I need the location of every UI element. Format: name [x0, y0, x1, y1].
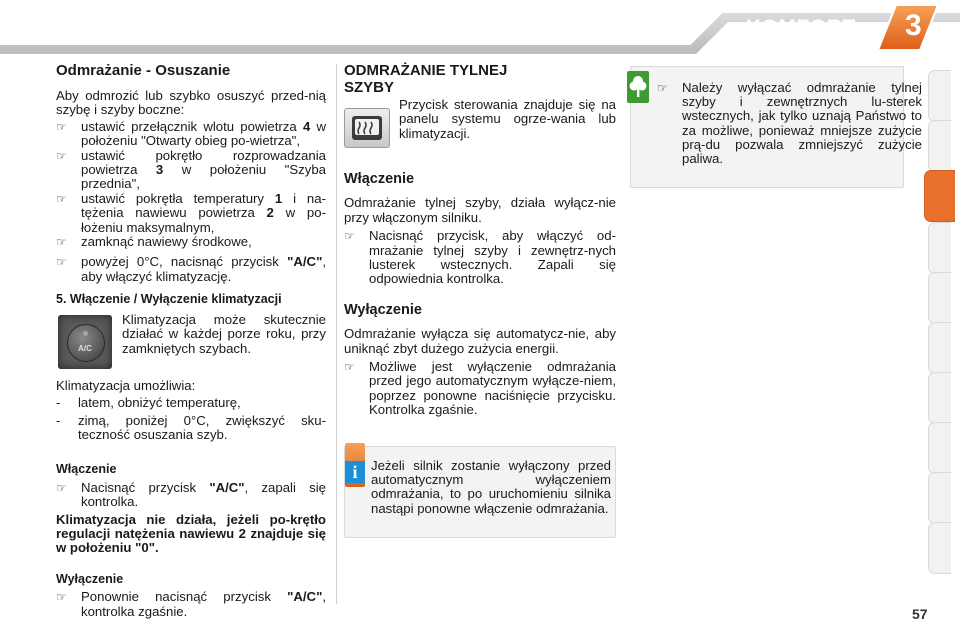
subsection-title: Wyłączenie [56, 571, 124, 586]
pointing-hand-icon: ☞ [56, 255, 67, 270]
step-item: ☞ ustawić pokrętła temperatury 1 i na-tężenia nawiewu powietrza 2 w po-łożeniu maksymalnym, [56, 190, 326, 235]
section-title: Odmrażanie - Osuszanie [56, 62, 231, 79]
step-item: ☞ ustawić przełącznik wlotu powietrza 4 w położeniu "Otwarty obieg po-wietrza", [56, 118, 326, 149]
pointing-hand-icon: ☞ [56, 148, 67, 163]
ac-allows-text: Klimatyzacja umożliwia: [56, 377, 196, 393]
body-text: Odmrażanie tylnej szyby, działa wyłącz-nie przy włączonym silniku. [344, 195, 616, 225]
instruction-item: ☞ Nacisnąć przycisk, aby włączyć od-mrażanie tylnej szyby i zewnętrz-nych lusterek wstecznych. Zapali się odpowiednia kontrolka. [344, 228, 616, 287]
page-number: 57 [912, 606, 928, 622]
rear-defrost-icon [345, 109, 389, 147]
pointing-hand-icon: ☞ [56, 235, 67, 250]
pointing-hand-icon: ☞ [344, 360, 355, 375]
indicator-light-icon [83, 331, 88, 336]
eco-text: ☞ Należy wyłączać odmrażanie tylnej szyby i zewnętrznych lu-sterek wstecznych, jak tylko uznają Państwo to za możliwe, ponieważ mniejsze zużycie prą-du pozwala zmniejszyć zużycie paliwa. [657, 80, 922, 167]
pointing-hand-icon: ☞ [56, 480, 67, 495]
pointing-hand-icon: ☞ [56, 590, 67, 605]
column-divider [336, 64, 337, 604]
button-location-text: Przycisk sterowania znajduje się na panelu systemu ogrze-wania lub klimatyzacji. [399, 97, 616, 141]
side-tab[interactable] [928, 322, 951, 374]
instruction-item: ☞ Nacisnąć przycisk "A/C", zapali się kontrolka. [56, 479, 326, 510]
instruction-item: ☞ Możliwe jest wyłączenie odmrażania przed jego automatycznym wyłącze-niem, poprzez ponowne naciśnięcie przycisku. Kontrolka zgaśnie. [344, 359, 616, 418]
side-tab[interactable] [928, 372, 951, 424]
subsection-title: Wyłączenie [344, 301, 422, 318]
side-tab[interactable] [928, 272, 951, 324]
ac-section-title: 5. Włączenie / Wyłączenie klimatyzacji [56, 292, 282, 307]
side-tab[interactable] [928, 422, 951, 474]
list-item: - latem, obniżyć temperaturę, [56, 395, 241, 411]
step-item: ☞ powyżej 0°C, nacisnąć przycisk "A/C", aby włączyć klimatyzację. [56, 254, 326, 284]
info-box [344, 446, 616, 538]
step-item: ☞ ustawić pokrętło rozprowadzania powietrza 3 w położeniu "Szyba przednia", [56, 147, 326, 192]
side-tab[interactable] [928, 120, 951, 172]
chapter-title: KOMFORT [746, 16, 856, 39]
info-icon: i [345, 461, 365, 483]
body-text: Odmrażanie wyłącza się automatycz-nie, aby uniknąć zbyt dużego zużycia energii. [344, 326, 616, 356]
pointing-hand-icon: ☞ [344, 229, 355, 244]
warning-text: Klimatyzacja nie działa, jeżeli po-krętło regulacji natężenia nawiewu 2 znajduje się w położeniu "0". [56, 511, 326, 556]
instruction-item: ☞ Ponownie nacisnąć przycisk "A/C", kontrolka zgaśnie. [56, 589, 326, 619]
rear-defrost-button [344, 108, 390, 148]
tree-icon [627, 71, 649, 103]
intro-text: Aby odmrozić lub szybko osuszyć przed-nią szybę i szyby boczne: [56, 88, 326, 118]
left-column [56, 62, 326, 619]
subsection-title: Włączenie [344, 171, 415, 187]
side-tab[interactable] [928, 70, 951, 122]
side-tab-active[interactable] [924, 170, 955, 222]
ac-button-label: A/C [78, 343, 92, 353]
list-item: - zimą, poniżej 0°C, zwiększyć sku-teczność osuszania szyb. [56, 412, 326, 442]
ac-description: Klimatyzacja może skutecznie działać w każdej porze roku, przy zamkniętych szybach. [122, 311, 326, 356]
middle-column [344, 62, 616, 418]
step-item: ☞ zamknąć nawiewy środkowe, [56, 234, 252, 250]
pointing-hand-icon: ☞ [56, 119, 67, 134]
section-title: ODMRAŻANIE TYLNEJ SZYBY [344, 62, 508, 96]
side-tab[interactable] [928, 522, 951, 574]
info-text: Jeżeli silnik zostanie wyłączony przed automatycznym wyłączeniem odmrażania, to po uruchomieniu silnika nastąpi ponowne włączenie odmrażania. [371, 458, 611, 516]
eco-box [630, 66, 922, 188]
side-tab[interactable] [928, 222, 951, 274]
side-tab[interactable] [928, 472, 951, 524]
pointing-hand-icon: ☞ [657, 81, 668, 95]
pointing-hand-icon: ☞ [56, 191, 67, 206]
chapter-number: 3 [905, 9, 922, 42]
ac-button-image [58, 315, 112, 369]
subsection-title: Włączenie [56, 462, 117, 477]
